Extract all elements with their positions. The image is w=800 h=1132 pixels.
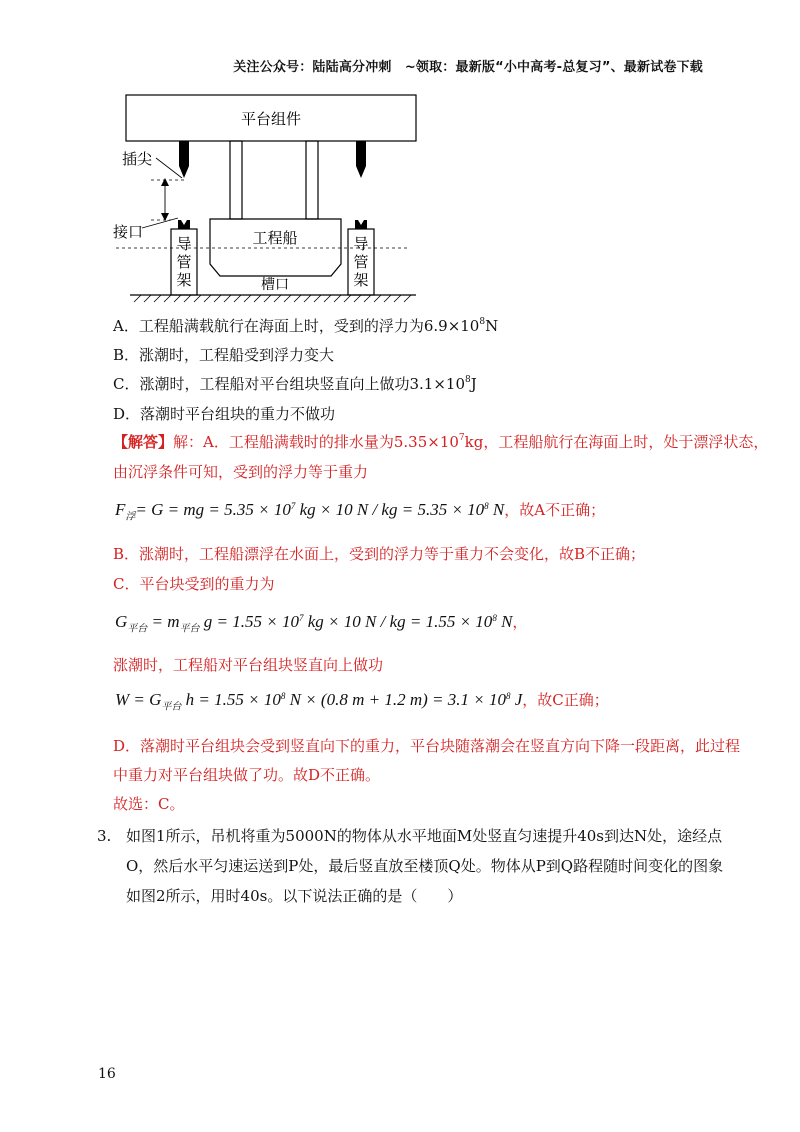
socket-right xyxy=(355,220,367,229)
platform-ship-diagram xyxy=(108,90,428,305)
answer-choice: 故选：C。 xyxy=(113,795,185,813)
svg-text:架: 架 xyxy=(176,271,192,289)
option-a: A．工程船满载航行在海面上时，受到的浮力为$6.9\times 10^8N$ xyxy=(113,317,499,335)
q3-line-3: 如图2所示，用时40s。以下说法正确的是（ ） xyxy=(126,887,463,905)
answer-line-2: 由沉浮条件可知，受到的浮力等于重力 xyxy=(113,463,369,481)
platform-label: 平台组件 xyxy=(240,110,302,128)
q3-number: 3. xyxy=(97,827,112,845)
answer-line-c: C．平台块受到的重力为 xyxy=(113,575,275,593)
page-number: 16 xyxy=(98,1066,116,1082)
answer-line-1: 【解答】解：A．工程船满载时的排水量为$5.35\times 10^7kg$，工程船航行在海面上时，处于漂浮状态， xyxy=(113,433,769,451)
insert-tip-right xyxy=(356,141,366,178)
formula-gravity: $G_{平台} = m_{平台}$ $g = 1.55 \times 10^7$ kg × 10 N / kg = $1.55 \times 10^8$ N， xyxy=(115,612,528,635)
svg-text:管: 管 xyxy=(353,253,369,271)
svg-text:管: 管 xyxy=(176,253,192,271)
answer-line-d1: D．落潮时平台组块会受到竖直向下的重力，平台块随落潮会在竖直方向下降一段距离，此过程 xyxy=(113,737,741,755)
socket-label: 接口 xyxy=(113,223,144,241)
option-b: B．涨潮时，工程船受到浮力变大 xyxy=(113,346,335,364)
insert-tip-left xyxy=(179,141,189,178)
svg-text:导: 导 xyxy=(353,235,369,253)
slot-label: 槽口 xyxy=(261,277,289,293)
socket-left xyxy=(178,220,190,229)
answer-line-b: B．涨潮时，工程船漂浮在水面上，受到的浮力等于重力不会变化，故B不正确； xyxy=(113,545,646,563)
svg-text:架: 架 xyxy=(353,271,369,289)
q3-line-1: 如图1所示，吊机将重为5000N的物体从水平地面M处竖直匀速提升40s到达N处，途经点 xyxy=(126,827,723,845)
formula-work: $W = G_{平台}$ $h = 1.55 \times 10^8$ N × (0.8 m + 1.2 $m) = 3.1 \times 10^8$ J，故C正确； xyxy=(115,690,609,713)
ship-label: 工程船 xyxy=(252,229,298,247)
tip-label: 插尖 xyxy=(122,150,153,168)
page-header: 关注公众号：陆陆高分冲刺 ~领取：最新版“小中高考-总复习”、最新试卷下载 xyxy=(233,60,703,75)
option-d: D．落潮时平台组块的重力不做功 xyxy=(113,405,336,423)
formula-buoyancy: $F_浮= G$ = mg = $5.35 \times 10^7$ kg × 10 N / kg = $5.35 \times 10^8$ N，故A不正确； xyxy=(115,500,606,523)
q3-line-2: O，然后水平匀速运送到P处，最后竖直放至楼顶Q处。物体从P到Q路程随时间变化的图象 xyxy=(126,857,724,875)
answer-line-work: 涨潮时，工程船对平台组块竖直向上做功 xyxy=(113,656,384,674)
ship-hull xyxy=(210,219,341,276)
option-c: C．涨潮时，工程船对平台组块竖直向上做功$3.1\times 10^8J$ xyxy=(113,375,477,393)
svg-text:导: 导 xyxy=(176,235,192,253)
answer-line-d2: 中重力对平台组块做了功。故D不正确。 xyxy=(113,766,381,784)
